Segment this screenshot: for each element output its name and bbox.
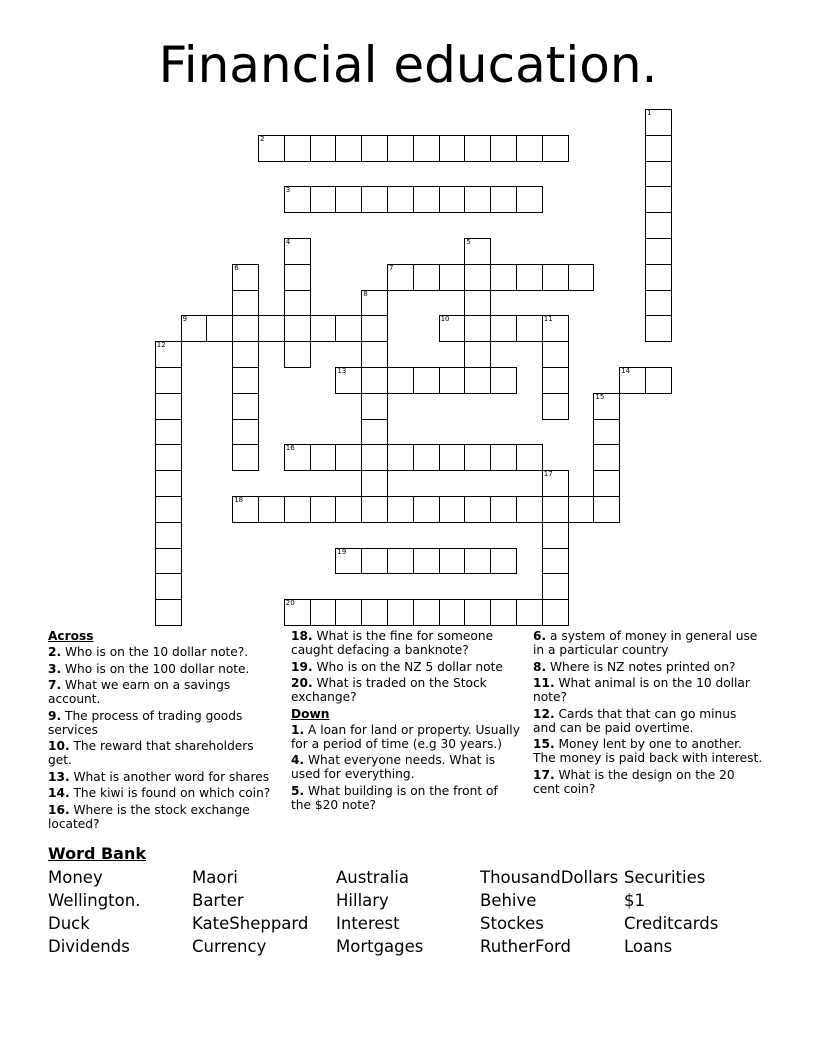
grid-cell[interactable] xyxy=(181,315,208,342)
grid-cell[interactable] xyxy=(335,599,362,626)
clue-item xyxy=(533,676,763,704)
clue-item xyxy=(291,629,521,657)
grid-cell[interactable] xyxy=(516,444,543,471)
grid-cell[interactable] xyxy=(284,599,311,626)
grid-cell[interactable] xyxy=(645,135,672,162)
word-bank-item: Australia xyxy=(336,868,409,887)
clue-number: 15 xyxy=(595,392,605,401)
clue-number: 1 xyxy=(647,109,652,117)
clue-number: 16 xyxy=(285,444,295,453)
clue-number: 17 xyxy=(543,470,553,479)
clue-item-number: 19. xyxy=(291,659,313,674)
clue-item-text: A loan for land or property. Usually for a period of time (e.g 30 years.) xyxy=(291,722,520,751)
grid-cell[interactable] xyxy=(516,186,543,213)
clue-item-text: What animal is on the 10 dollar note? xyxy=(533,676,750,704)
grid-cell[interactable] xyxy=(439,315,466,342)
grid-cell[interactable] xyxy=(464,290,491,317)
grid-cell[interactable] xyxy=(490,599,517,626)
grid-cell[interactable] xyxy=(387,496,414,523)
grid-cell[interactable] xyxy=(206,315,233,342)
grid-cell[interactable] xyxy=(361,599,388,626)
clue-item xyxy=(48,645,278,659)
word-bank-item: KateSheppard xyxy=(192,914,309,933)
clue-item xyxy=(291,723,521,751)
grid-cell[interactable] xyxy=(258,315,285,342)
clue-item-number: 9. xyxy=(48,708,62,723)
clue-item xyxy=(48,803,278,831)
grid-cell[interactable] xyxy=(335,315,362,342)
grid-cell[interactable] xyxy=(645,367,672,394)
clue-item xyxy=(291,676,521,704)
grid-cell[interactable] xyxy=(361,419,388,446)
clue-item-number: 12. xyxy=(533,706,555,721)
word-bank-item: Money xyxy=(48,868,103,887)
grid-cell[interactable] xyxy=(439,264,466,291)
grid-cell[interactable] xyxy=(361,496,388,523)
grid-cell[interactable] xyxy=(439,548,466,575)
clue-item-number: 5. xyxy=(291,783,305,798)
clue-item-number: 6. xyxy=(533,629,547,643)
word-bank-item: Interest xyxy=(336,914,400,933)
grid-cell[interactable] xyxy=(361,341,388,368)
clue-number: 18 xyxy=(234,496,244,504)
clue-item xyxy=(533,660,763,674)
grid-cell[interactable] xyxy=(568,496,595,523)
across-clue-list-continued xyxy=(291,629,521,704)
clues-column-3 xyxy=(533,629,763,798)
clue-item-text: What building is on the front of the $20 note? xyxy=(291,783,498,812)
grid-cell[interactable] xyxy=(232,419,259,446)
grid-cell[interactable] xyxy=(335,548,362,575)
word-bank-item: Wellington. xyxy=(48,891,141,910)
grid-cell[interactable] xyxy=(645,161,672,188)
grid-cell[interactable] xyxy=(155,367,182,394)
clue-item xyxy=(533,629,763,657)
grid-cell[interactable] xyxy=(361,548,388,575)
clue-item-number: 2. xyxy=(48,645,62,659)
grid-cell[interactable] xyxy=(284,444,311,471)
grid-cell[interactable] xyxy=(619,367,646,394)
clue-item xyxy=(533,707,763,735)
clues-column-1 xyxy=(48,629,278,833)
clues-column-2 xyxy=(291,629,521,814)
clue-item xyxy=(48,678,278,706)
clue-item-number: 20. xyxy=(291,676,313,690)
clue-item xyxy=(48,770,278,784)
grid-cell[interactable] xyxy=(284,496,311,523)
grid-cell[interactable] xyxy=(413,496,440,523)
word-bank-title: Word Bank xyxy=(48,844,147,863)
clue-item-number: 18. xyxy=(291,629,313,643)
grid-cell[interactable] xyxy=(490,135,517,162)
grid-cell[interactable] xyxy=(387,264,414,291)
grid-cell[interactable] xyxy=(310,496,337,523)
grid-cell[interactable] xyxy=(232,315,259,342)
grid-cell[interactable] xyxy=(439,444,466,471)
grid-cell[interactable] xyxy=(335,186,362,213)
grid-cell[interactable] xyxy=(490,186,517,213)
clue-item-text: What is the fine for someone caught defacing a banknote? xyxy=(291,629,494,657)
clue-item-number: 3. xyxy=(48,661,62,676)
grid-cell[interactable] xyxy=(490,315,517,342)
grid-cell[interactable] xyxy=(310,315,337,342)
clue-number: 7 xyxy=(389,263,394,272)
grid-cell[interactable] xyxy=(232,367,259,394)
clue-item xyxy=(48,709,278,737)
grid-cell[interactable] xyxy=(155,599,182,626)
page-title: Financial education. xyxy=(158,36,658,94)
clue-item-text: The reward that shareholders get. xyxy=(48,739,254,767)
grid-cell[interactable] xyxy=(310,444,337,471)
across-clue-list xyxy=(48,645,278,831)
clue-item xyxy=(533,768,763,796)
grid-cell[interactable] xyxy=(155,573,182,600)
word-bank-item: Duck xyxy=(48,914,90,933)
clue-item-number: 4. xyxy=(291,753,305,767)
grid-cell[interactable] xyxy=(516,135,543,162)
word-bank-item: Barter xyxy=(192,891,244,910)
grid-cell[interactable] xyxy=(542,548,569,575)
grid-cell[interactable] xyxy=(155,419,182,446)
grid-cell[interactable] xyxy=(490,548,517,575)
word-bank-item: Loans xyxy=(624,937,673,956)
grid-cell[interactable] xyxy=(464,238,491,265)
grid-cell[interactable] xyxy=(361,367,388,394)
grid-cell[interactable] xyxy=(387,599,414,626)
clue-item-number: 13. xyxy=(48,769,70,784)
clue-item-text: What we earn on a savings account. xyxy=(48,678,231,706)
grid-cell[interactable] xyxy=(232,290,259,317)
grid-cell[interactable] xyxy=(464,599,491,626)
grid-cell[interactable] xyxy=(439,599,466,626)
grid-cell[interactable] xyxy=(464,496,491,523)
grid-cell[interactable] xyxy=(413,135,440,162)
grid-cell[interactable] xyxy=(542,522,569,549)
grid-cell[interactable] xyxy=(310,599,337,626)
clue-number: 2 xyxy=(260,134,265,143)
grid-cell[interactable] xyxy=(593,419,620,446)
grid-cell[interactable] xyxy=(335,135,362,162)
grid-cell[interactable] xyxy=(284,341,311,368)
grid-cell[interactable] xyxy=(490,264,517,291)
grid-cell[interactable] xyxy=(542,496,569,523)
grid-cell[interactable] xyxy=(232,341,259,368)
grid-cell[interactable] xyxy=(155,470,182,497)
grid-cell[interactable] xyxy=(542,393,569,420)
grid-cell[interactable] xyxy=(155,548,182,575)
grid-cell[interactable] xyxy=(439,135,466,162)
clue-item-text: Money lent by one to another. The money is paid back with interest. xyxy=(533,737,763,765)
grid-cell[interactable] xyxy=(542,599,569,626)
grid-cell[interactable] xyxy=(335,367,362,394)
grid-cell[interactable] xyxy=(232,264,259,291)
grid-cell[interactable] xyxy=(155,393,182,420)
grid-cell[interactable] xyxy=(464,135,491,162)
clue-item-text: a system of money in general use in a particular country xyxy=(533,629,758,657)
grid-cell[interactable] xyxy=(387,548,414,575)
grid-cell[interactable] xyxy=(593,470,620,497)
word-bank-item: Mortgages xyxy=(336,937,424,956)
grid-cell[interactable] xyxy=(490,496,517,523)
grid-cell[interactable] xyxy=(645,264,672,291)
clue-item-text: Cards that that can go minus and can be paid overtime. xyxy=(533,706,737,735)
clue-item-text: What is traded on the Stock exchange? xyxy=(291,676,487,704)
clue-item-text: Who is on the 100 dollar note. xyxy=(61,661,250,676)
clue-item-number: 14. xyxy=(48,786,70,800)
grid-cell[interactable] xyxy=(155,341,182,368)
grid-cell[interactable] xyxy=(387,367,414,394)
clue-item-number: 10. xyxy=(48,739,70,753)
grid-cell[interactable] xyxy=(593,393,620,420)
clue-item-number: 11. xyxy=(533,676,555,690)
grid-cell[interactable] xyxy=(232,444,259,471)
word-bank-item: $1 xyxy=(624,891,645,910)
grid-cell[interactable] xyxy=(413,599,440,626)
clue-item-text: Who is on the NZ 5 dollar note xyxy=(312,659,503,674)
clue-number: 9 xyxy=(182,315,188,324)
grid-cell[interactable] xyxy=(568,264,595,291)
grid-cell[interactable] xyxy=(516,315,543,342)
clue-item-text: What is another word for shares xyxy=(69,769,270,784)
grid-cell[interactable] xyxy=(361,470,388,497)
grid-cell[interactable] xyxy=(361,186,388,213)
clue-number: 5 xyxy=(466,238,471,246)
clue-number: 3 xyxy=(285,186,291,195)
grid-cell[interactable] xyxy=(155,522,182,549)
grid-cell[interactable] xyxy=(593,444,620,471)
grid-cell[interactable] xyxy=(542,315,569,342)
clue-item-number: 7. xyxy=(48,678,62,692)
grid-cell[interactable] xyxy=(413,548,440,575)
clue-item xyxy=(291,784,521,812)
grid-cell[interactable] xyxy=(464,444,491,471)
grid-cell[interactable] xyxy=(516,599,543,626)
grid-cell[interactable] xyxy=(645,109,672,136)
grid-cell[interactable] xyxy=(645,290,672,317)
word-bank-item: ThousandDollars xyxy=(480,868,619,887)
grid-cell[interactable] xyxy=(413,186,440,213)
grid-cell[interactable] xyxy=(439,496,466,523)
word-bank-item: Behive xyxy=(480,891,537,910)
clue-item-number: 15. xyxy=(533,737,555,751)
grid-cell[interactable] xyxy=(155,444,182,471)
grid-cell[interactable] xyxy=(335,444,362,471)
clue-item-number: 16. xyxy=(48,802,70,817)
grid-cell[interactable] xyxy=(284,238,311,265)
clue-number: 8 xyxy=(363,289,368,298)
grid-cell[interactable] xyxy=(542,264,569,291)
clue-number: 13 xyxy=(337,367,347,375)
grid-cell[interactable] xyxy=(361,315,388,342)
grid-cell[interactable] xyxy=(464,367,491,394)
clue-item xyxy=(48,786,278,800)
grid-cell[interactable] xyxy=(335,496,362,523)
clue-item-text: Where is NZ notes printed on? xyxy=(546,659,736,674)
grid-cell[interactable] xyxy=(310,135,337,162)
down-clue-list-continued xyxy=(533,629,763,796)
grid-cell[interactable] xyxy=(232,393,259,420)
word-bank-item: Hillary xyxy=(336,891,389,910)
grid-cell[interactable] xyxy=(413,367,440,394)
clue-item xyxy=(533,737,763,765)
down-heading: Down xyxy=(291,706,330,721)
clue-item-text: What everyone needs. What is used for everything. xyxy=(291,753,496,781)
grid-cell[interactable] xyxy=(413,444,440,471)
grid-cell[interactable] xyxy=(645,238,672,265)
grid-cell[interactable] xyxy=(645,315,672,342)
clue-number: 11 xyxy=(543,315,553,324)
grid-cell[interactable] xyxy=(464,341,491,368)
grid-cell[interactable] xyxy=(464,264,491,291)
grid-cell[interactable] xyxy=(542,470,569,497)
clue-item-text: The process of trading goods services xyxy=(48,708,243,737)
grid-cell[interactable] xyxy=(258,135,285,162)
clue-item xyxy=(291,660,521,674)
clue-item-text: Where is the stock exchange located? xyxy=(48,802,250,831)
clue-number: 4 xyxy=(285,238,291,246)
grid-cell[interactable] xyxy=(387,444,414,471)
grid-cell[interactable] xyxy=(490,367,517,394)
grid-cell[interactable] xyxy=(284,290,311,317)
clue-number: 12 xyxy=(156,341,166,350)
clue-item-number: 8. xyxy=(533,659,547,674)
grid-cell[interactable] xyxy=(361,135,388,162)
word-bank-item: Securities xyxy=(624,868,706,887)
grid-cell[interactable] xyxy=(284,315,311,342)
word-bank-item: Maori xyxy=(192,868,238,887)
word-bank-item: Dividends xyxy=(48,937,130,956)
grid-cell[interactable] xyxy=(413,264,440,291)
grid-cell[interactable] xyxy=(439,186,466,213)
grid-cell[interactable] xyxy=(361,393,388,420)
word-bank-item: Currency xyxy=(192,937,267,956)
clue-number: 19 xyxy=(337,547,347,556)
grid-cell[interactable] xyxy=(310,186,337,213)
grid-cell[interactable] xyxy=(361,290,388,317)
word-bank-item: Stockes xyxy=(480,914,544,933)
grid-cell[interactable] xyxy=(258,496,285,523)
clue-number: 14 xyxy=(621,367,631,375)
clue-item-text: Who is on the 10 dollar note?. xyxy=(61,645,249,659)
grid-cell[interactable] xyxy=(516,264,543,291)
grid-cell[interactable] xyxy=(361,444,388,471)
grid-cell[interactable] xyxy=(542,135,569,162)
grid-cell[interactable] xyxy=(284,135,311,162)
clue-item-number: 1. xyxy=(291,722,305,737)
clue-item xyxy=(48,662,278,676)
grid-cell[interactable] xyxy=(542,341,569,368)
grid-cell[interactable] xyxy=(645,186,672,213)
grid-cell[interactable] xyxy=(464,315,491,342)
grid-cell[interactable] xyxy=(516,496,543,523)
grid-cell[interactable] xyxy=(232,496,259,523)
grid-cell[interactable] xyxy=(464,186,491,213)
across-heading: Across xyxy=(48,629,94,643)
grid-cell[interactable] xyxy=(439,367,466,394)
clue-item-text: What is the design on the 20 cent coin? xyxy=(533,767,735,796)
clue-number: 10 xyxy=(440,315,450,324)
clue-item-number: 17. xyxy=(533,767,555,782)
down-clue-list xyxy=(291,723,521,812)
word-bank-item: RutherFord xyxy=(480,937,572,956)
grid-cell[interactable] xyxy=(593,496,620,523)
grid-cell[interactable] xyxy=(284,186,311,213)
clue-number: 20 xyxy=(285,599,295,608)
grid-cell[interactable] xyxy=(542,573,569,600)
clue-item xyxy=(291,753,521,781)
grid-cell[interactable] xyxy=(490,444,517,471)
grid-cell[interactable] xyxy=(387,135,414,162)
clue-item-text: The kiwi is found on which coin? xyxy=(69,786,271,800)
grid-cell[interactable] xyxy=(645,212,672,239)
clue-number: 6 xyxy=(234,263,239,272)
grid-cell[interactable] xyxy=(542,367,569,394)
clue-item xyxy=(48,739,278,767)
grid-cell[interactable] xyxy=(155,496,182,523)
grid-cell[interactable] xyxy=(464,548,491,575)
grid-cell[interactable] xyxy=(387,186,414,213)
grid-cell[interactable] xyxy=(284,264,311,291)
word-bank-item: Creditcards xyxy=(624,914,719,933)
